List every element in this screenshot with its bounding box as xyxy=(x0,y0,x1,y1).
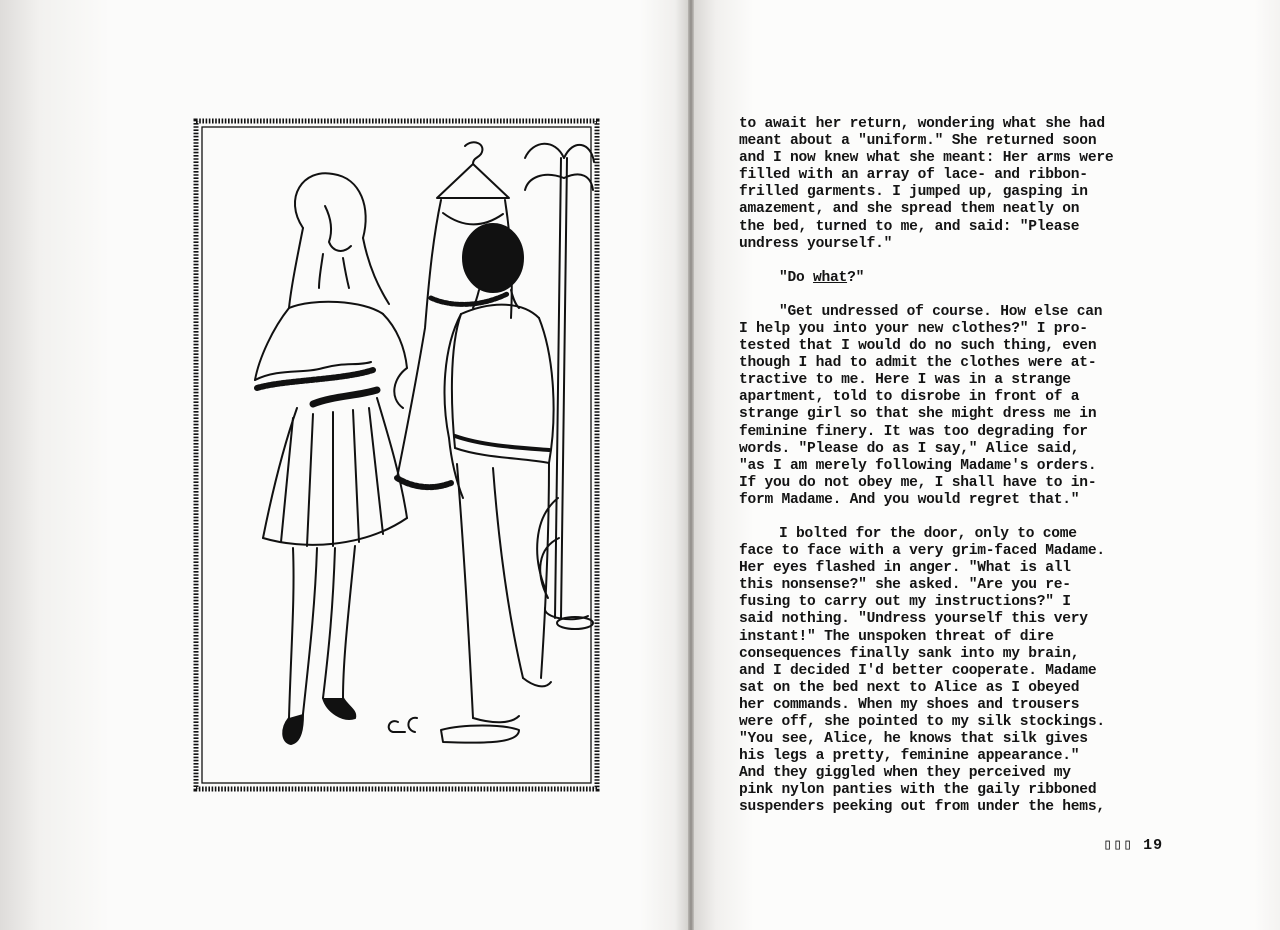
paragraph: I bolted for the door, only to come face to face with a very grim-faced Madame. Her eyes flashed in anger. "What is all this nonsense?" she asked. "Are you re- fusing to carry out my instructions?" I said nothing. "Undress yourself this very instant!" The unspoken threat of dire consequences finally sank into my brain, and I decided I'd better cooperate. Madame sat on the bed next to Alice as I obeyed her commands. When my shoes and trousers were off, she pointed to my silk stockings. "You see, Alice, he knows that silk gives his legs a pretty, feminine appearance." And they giggled when they perceived my pink nylon panties with the gaily ribboned suspenders peeking out from under the hems, xyxy=(739,525,1105,816)
paragraph: to await her return, wondering what she had meant about a "uniform." She returned soon and I now knew what she meant: Her arms were filled with an array of lace- and ribbon- frilled garments. I jumped up, gasping in amazement, and she spread them neatly on the bed, turned to me, and said: "Please undress yourself." xyxy=(739,116,1114,252)
underlined-word: what xyxy=(813,269,848,286)
page-number xyxy=(1103,835,1163,854)
body-text xyxy=(739,116,1209,834)
paragraph: "Get undressed of course. How else can I help you into your new clothes?" I pro- tested that I would do no such thing, even though I had to admit the clothes were at- tractive to me. Here I was in a strange apartment, told to disrobe in front of a strange girl so that she might dress me in feminine finery. It was too degrading for words. "Please do as I say," Alice said, "as I am merely following Madame's orders. If you do not obey me, I shall have to in- form Madame. And you would regret that." xyxy=(739,303,1103,508)
illustration-drawing xyxy=(193,118,601,794)
folio-ornament: ▯▯▯ xyxy=(1103,837,1134,854)
illustration xyxy=(193,118,601,794)
paragraph: "Do what?" xyxy=(779,269,865,286)
page-number-value: 19 xyxy=(1143,837,1164,854)
